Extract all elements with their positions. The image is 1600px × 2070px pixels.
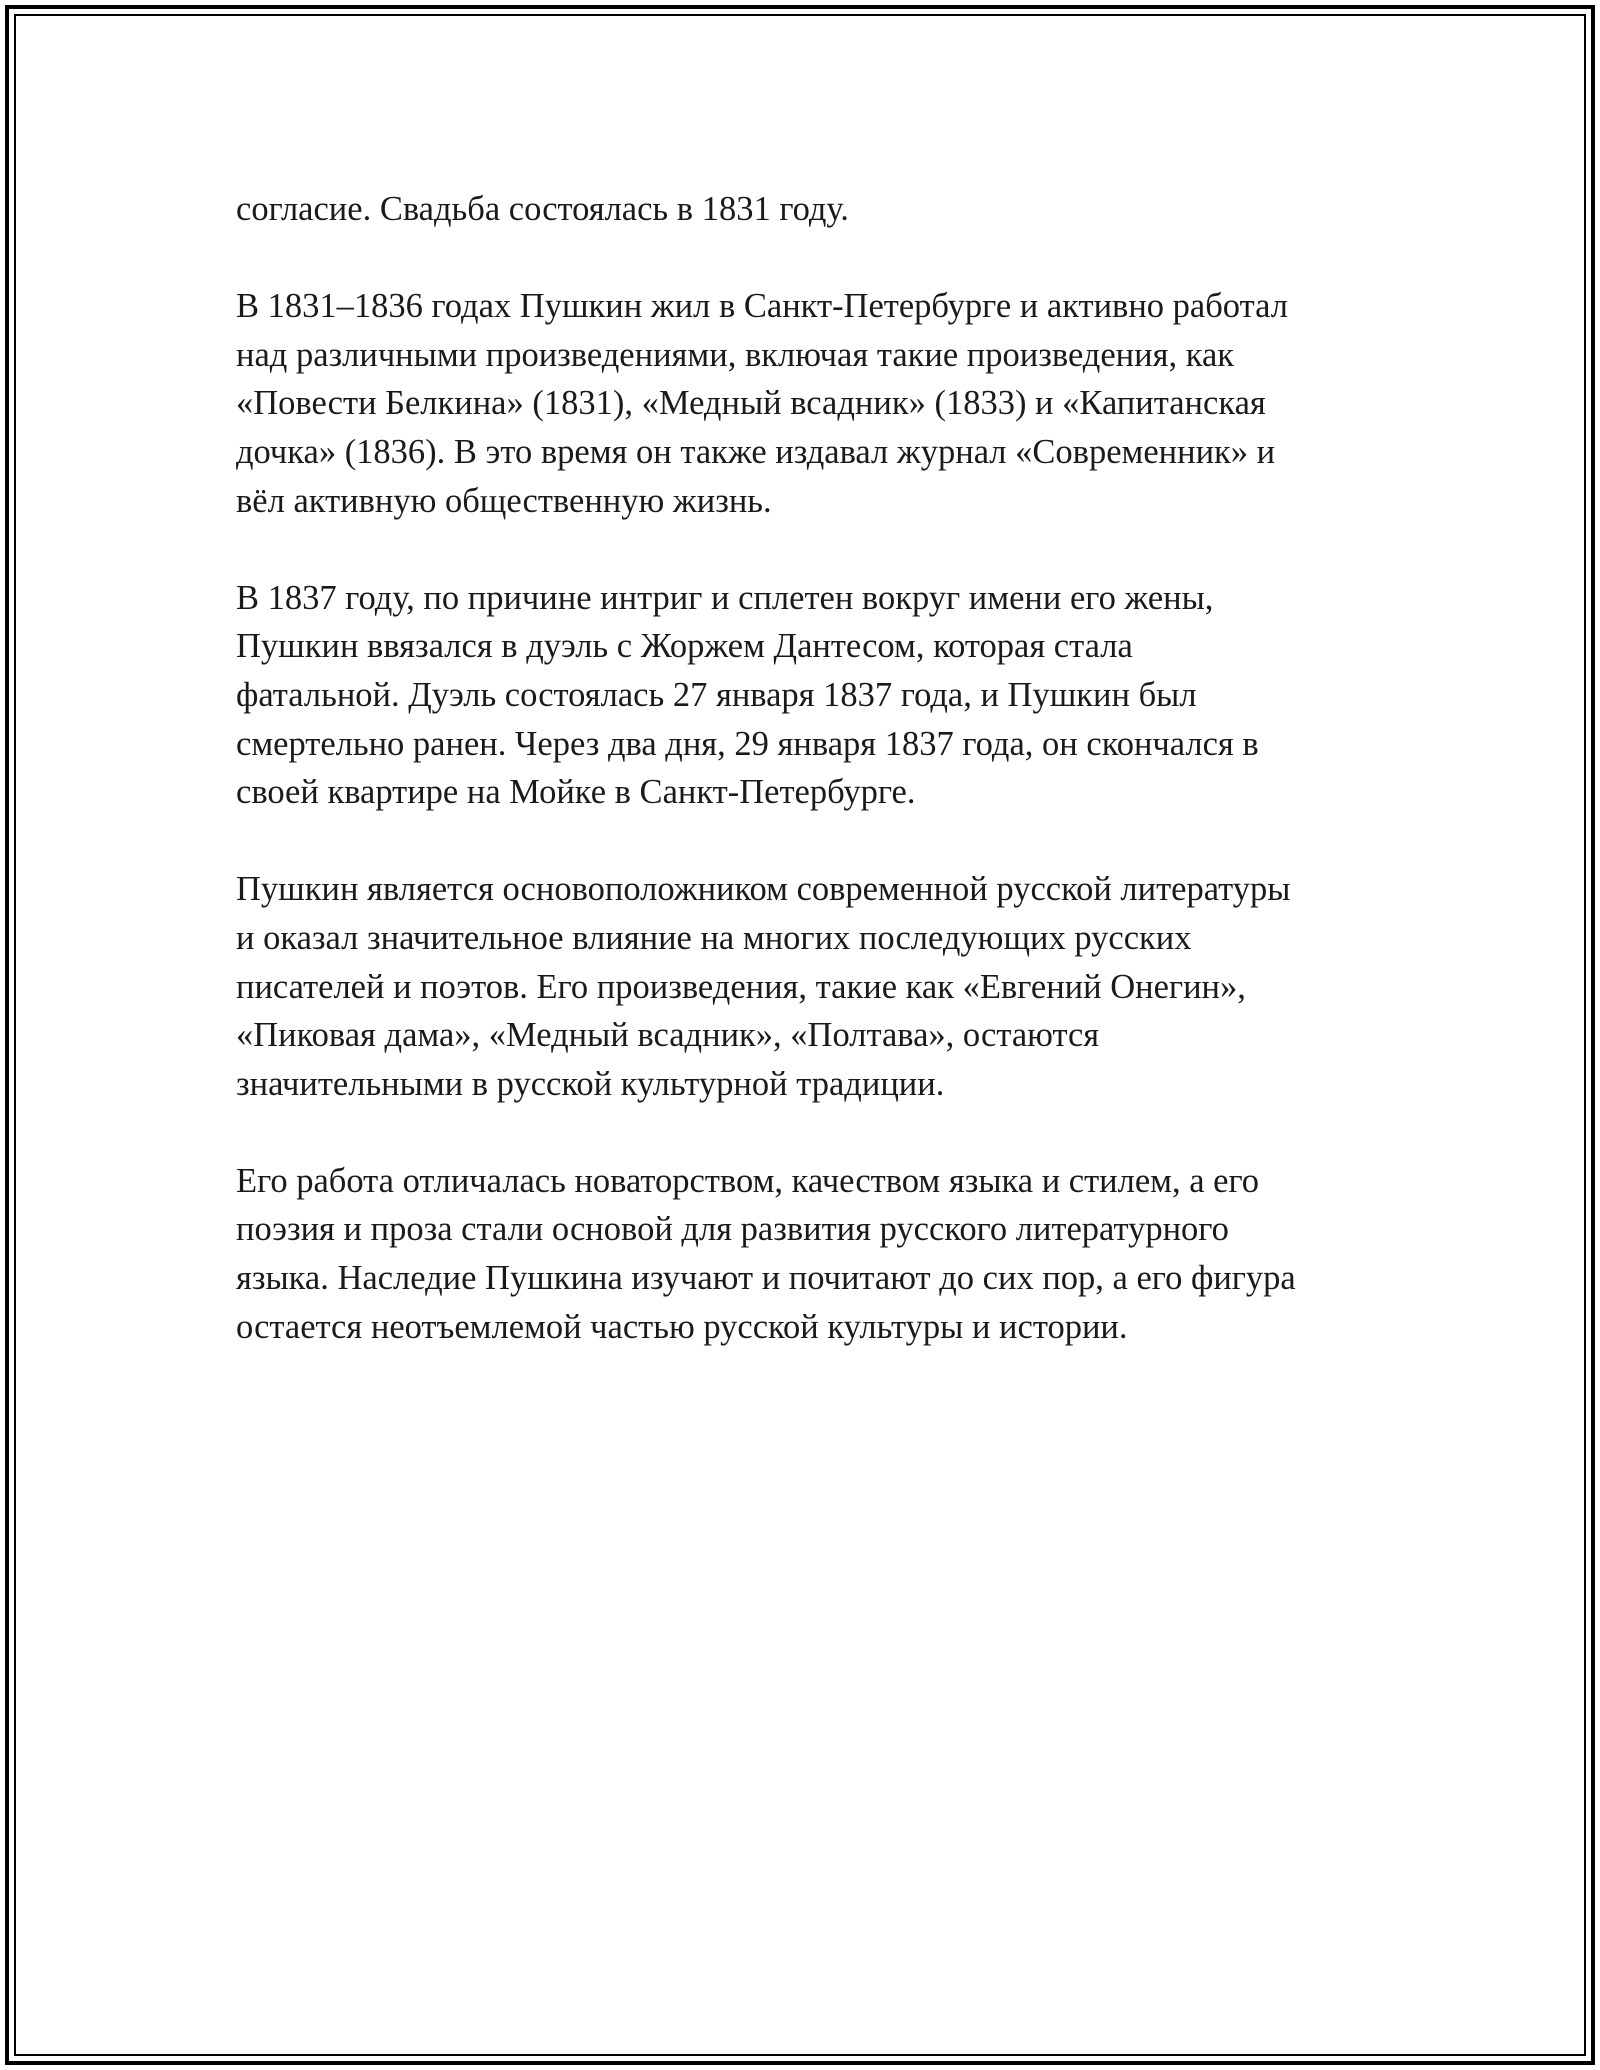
paragraph-legacy: Пушкин является основоположником современной русской литературы и оказал значительное влияние на многих последующих русских писателей и поэтов. Его произведения, такие как «Евгений Онегин», «Пиковая дама», «Медный всадник», «Полтава», остаются значительными в русской культурной традиции. [236, 870, 1291, 1103]
paragraph-heritage: Его работа отличалась новаторством, качеством языка и стилем, а его поэзия и проза стали основой для развития русского литературного языка. Наследие Пушкина изучают и почитают до сих пор, а его фигура остается неотъемлемой частью русской культуры и истории. [236, 1161, 1296, 1346]
paragraph-duel: В 1837 году, по причине интриг и сплетен вокруг имени его жены, Пушкин ввязался в дуэль с Жоржем Дантесом, которая стала фатальной. Дуэль состоялась 27 января 1837 года, и Пушкин был смертельно ранен. Через два дня, 29 января 1837 года, он скончался в своей квартире на Мойке в Санкт-Петербурге. [236, 578, 1259, 812]
paragraph-petersburg-years: В 1831–1836 годах Пушкин жил в Санкт-Петербурге и активно работал над различными произведениями, включая такие произведения, как «Повести Белкина» (1831), «Медный всадник» (1833) и «Капитанская дочка» (1836). В это время он также издавал журнал «Современник» и вёл активную общественную жизнь. [236, 287, 1288, 520]
document-body [236, 185, 1386, 1400]
paragraph-wedding: согласие. Свадьба состоялась в 1831 году. [236, 190, 849, 228]
